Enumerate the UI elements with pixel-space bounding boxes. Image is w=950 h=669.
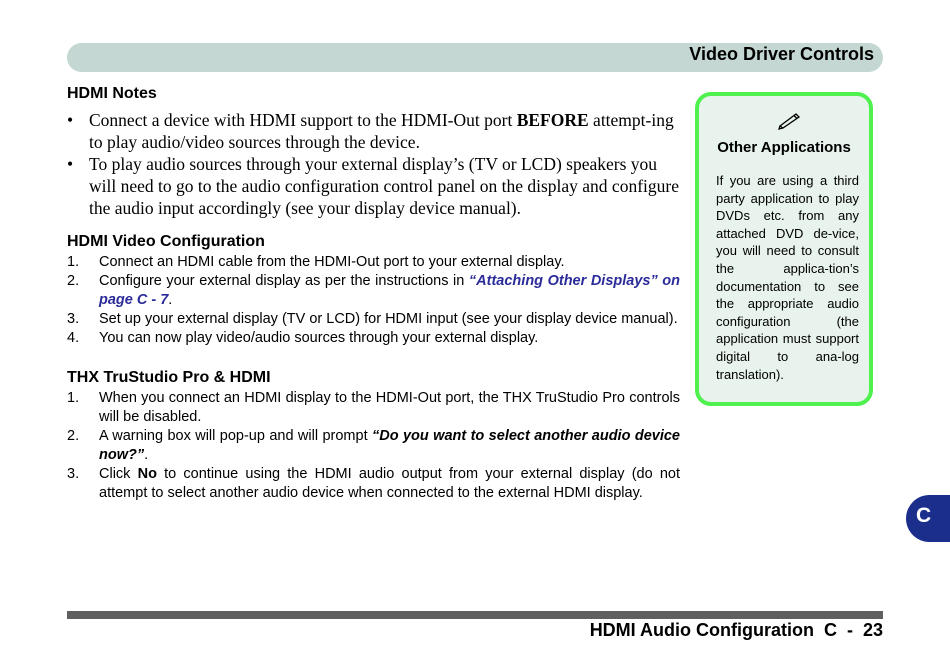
step-number: 1. [67, 254, 80, 270]
step-item [67, 310, 680, 329]
step-item [67, 272, 680, 310]
bullet-emphasis: BEFORE [516, 110, 589, 130]
hdmi-notes-list [67, 109, 680, 219]
sidebar-title: Other Applications [717, 139, 851, 156]
attaching-displays-link[interactable]: “Attaching Other Displays” on page C - 7 [99, 273, 680, 308]
appendix-tab-label: C [916, 504, 932, 527]
step-item [67, 253, 680, 272]
page-header-title: Video Driver Controls [689, 44, 874, 64]
sidebar-body: If you are using a third party application to play DVDs etc. from any attached DVD de-vice, you will need to consult the applica-tion’s documentation to see the appropriate audio configuration (the application must support digital to ana-log translation). [716, 173, 859, 382]
no-option-label: No [137, 466, 157, 482]
step-number: 1. [67, 390, 80, 406]
step-number: 4. [67, 330, 80, 346]
list-item [67, 153, 680, 219]
bullet-icon: • [67, 110, 74, 130]
video-config-heading: HDMI Video Configuration [67, 233, 265, 250]
main-content [67, 85, 680, 503]
step-number: 3. [67, 466, 80, 482]
bullet-text: Connect a device with HDMI support to the HDMI-Out port [89, 110, 517, 130]
step-text: . [168, 292, 173, 308]
appendix-tab [906, 495, 950, 542]
footer-rule [67, 611, 883, 619]
footer-page-label: HDMI Audio Configuration C - 23 [589, 620, 883, 640]
bullet-text: attempt-ing to play audio/video sources through the device. [89, 110, 674, 152]
step-number: 2. [67, 428, 80, 444]
step-item [67, 329, 680, 348]
step-text: Set up your external display (TV or LCD) for HDMI input (see your display device manual). [99, 311, 678, 327]
thx-heading: THX TruStudio Pro & HDMI [67, 369, 271, 386]
list-item [67, 109, 680, 153]
step-item [67, 465, 680, 503]
bullet-icon: • [67, 154, 74, 174]
pencil-icon [777, 110, 801, 135]
step-text: You can now play video/audio sources through your external display. [99, 330, 539, 346]
step-number: 2. [67, 273, 80, 289]
step-text: When you connect an HDMI display to the HDMI-Out port, the THX TruStudio Pro controls will be disabled. [99, 390, 680, 425]
bullet-text: To play audio sources through your external display’s (TV or LCD) speakers you will need to go to the audio configuration control panel on the display and configure the audio input accordingly (see your display device manual). [89, 154, 679, 218]
step-text: . [144, 447, 149, 463]
step-item [67, 389, 680, 427]
step-text: to continue using the HDMI audio output from your external display (do not attempt to select another audio device when connected to the external HDMI display. [99, 466, 680, 501]
step-number: 3. [67, 311, 80, 327]
other-applications-sidebar [695, 92, 873, 406]
hdmi-notes-heading: HDMI Notes [67, 85, 157, 102]
step-text: Connect an HDMI cable from the HDMI-Out port to your external display. [99, 254, 565, 270]
step-text: A warning box will pop-up and will prompt [99, 428, 372, 444]
thx-steps [67, 389, 680, 503]
step-text: Configure your external display as per the instructions in [99, 273, 469, 289]
step-text: Click [99, 466, 138, 482]
video-config-steps [67, 253, 680, 348]
step-item [67, 427, 680, 465]
warning-prompt-quote: “Do you want to select another audio device now?” [99, 428, 680, 463]
